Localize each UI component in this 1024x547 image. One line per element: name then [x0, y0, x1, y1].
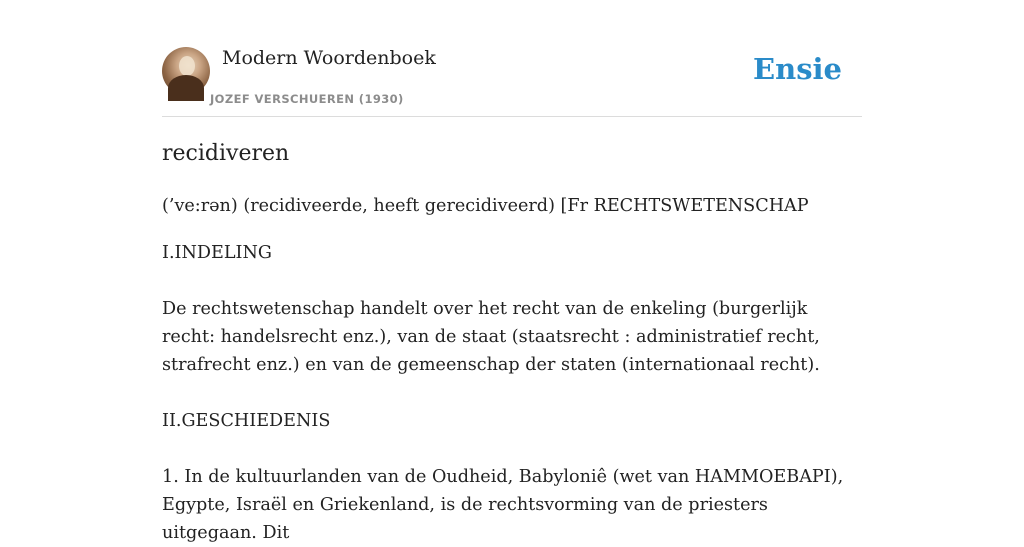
section-heading-geschiedenis: II.GESCHIEDENIS	[162, 411, 331, 431]
section-heading-indeling: I.INDELING	[162, 243, 272, 263]
book-title[interactable]: Modern Woordenboek	[222, 47, 436, 69]
section-text-geschiedenis: 1. In de kultuurlanden van de Oudheid, Babyloniê (wet van HAMMOEBAPI), Egypte, Israël en Griekenland, is de rechtsvorming van de priesters uitgegaan. Dit	[162, 467, 844, 543]
entry-content	[162, 192, 862, 547]
avatar-coat	[168, 75, 204, 101]
author-avatar[interactable]	[162, 47, 210, 95]
avatar-face	[179, 56, 195, 76]
pronunciation-line: (’ve:rən) (recidiveerde, heeft gerecidiveerd) [Fr RECHTSWETENSCHAP	[162, 196, 809, 216]
author-name[interactable]: JOZEF VERSCHUEREN (1930)	[210, 92, 404, 106]
page	[162, 0, 862, 543]
entry-title: recidiveren	[162, 141, 290, 166]
ensie-logo[interactable]: Ensie	[753, 52, 842, 86]
section-text-indeling: De rechtswetenschap handelt over het recht van de enkeling (burgerlijk recht: handelsrecht enz.), van de staat (staatsrecht : administratief recht, strafrecht enz.) en van de gemeenschap der staten (internationaal recht).	[162, 299, 820, 375]
header	[162, 0, 862, 117]
